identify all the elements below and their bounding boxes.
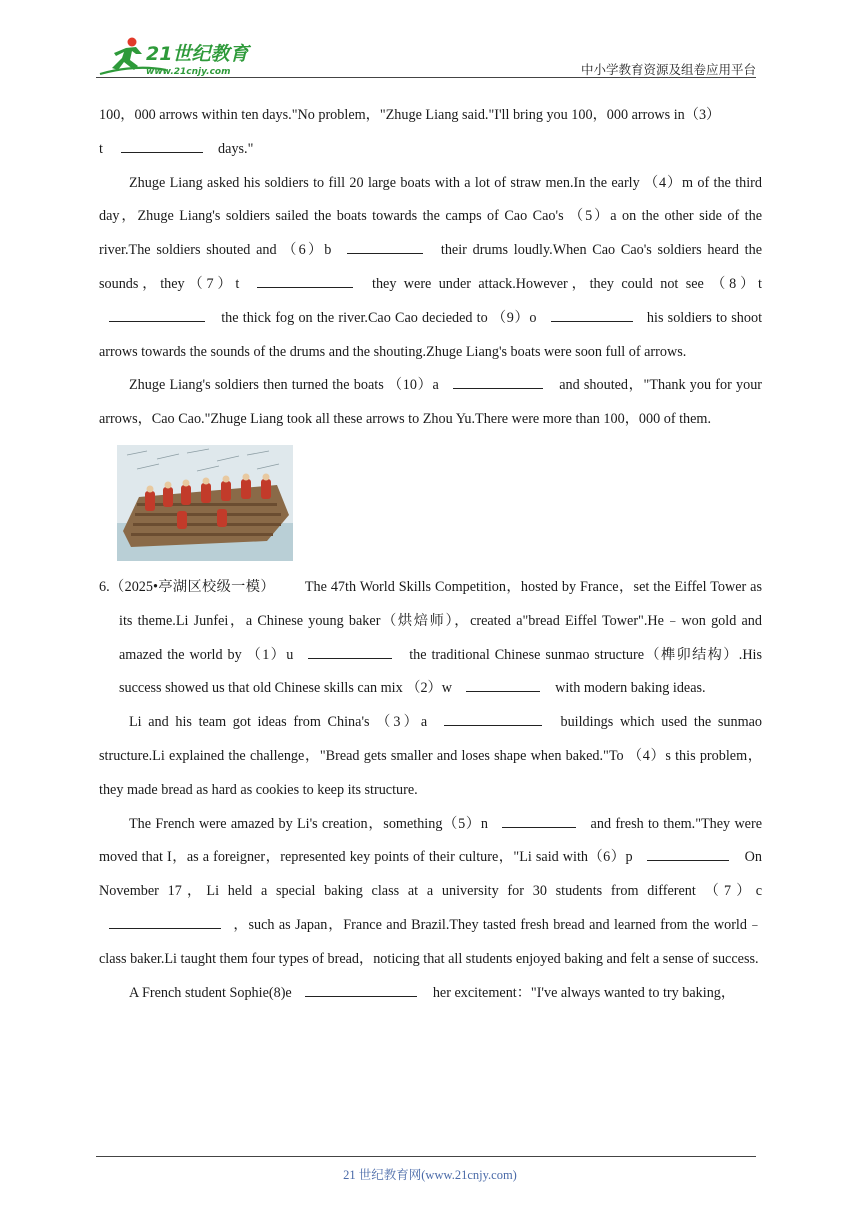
document-body [99,99,762,1010]
blank-9[interactable] [551,307,633,322]
site-logo [96,34,256,80]
q6-blank-6[interactable] [647,846,729,861]
blank-7[interactable] [257,273,353,288]
header-divider [96,77,756,78]
blank-10[interactable] [453,374,543,389]
blank-6[interactable] [347,239,423,254]
q6-blank-8[interactable] [305,982,417,997]
blank-8[interactable] [109,307,205,322]
q6-blank-7[interactable] [109,914,221,929]
q6-blank-1[interactable] [308,644,392,659]
footer-divider [96,1156,756,1157]
question6-paragraph4: A French student Sophie(8)e her excitement："I've always wanted to try baking， [99,977,762,1011]
passage1-paragraph3: Zhuge Liang's soldiers then turned the boats （10）a and shouted，"Thank you for your arrows，Cao Cao."Zhuge Liang took all these arrows to Zhou Yu.There were more than 100，000 of them. [99,369,762,437]
boats-arrows-illustration [117,445,293,561]
passage1-paragraph2: Zhuge Liang asked his soldiers to fill 20 large boats with a lot of straw men.In the early （4）m of the third day，Zhuge Liang's soldiers sailed the boats towards the camps of Cao Cao's （5）a on the other side of the river.The soldiers shouted and （6）b their drums loudly.When Cao Cao's soldiers heard the sounds，they（7）t they were under attack.However，they could not see （8）t the thick fog on the river.Cao Cao decieded to （9）o his soldiers to shoot arrows towards the sounds of the drums and the shouting.Zhuge Liang's boats were soon full of arrows. [99,174,763,360]
question6-paragraph3: The French were amazed by Li's creation，something（5）n and fresh to them."They were moved that I，as a foreigner，represented key points of their culture，"Li said with（6）p On November 17，Li held a special baking class at a university for 30 students from different （7）c ，such as Japan，France and Brazil.They tasted fresh bread and learned from the world﹣class baker.Li taught them four types of bread，noticing that all students enjoyed baking and felt a sense of success. [99,808,762,977]
question-source: （2025•亭湖区校级一模） [109,578,275,595]
logo-text: 21世纪教育 [146,43,249,65]
question-number: 6. [99,578,110,595]
blank-3[interactable] [121,138,203,153]
passage1-paragraph1: 100，000 arrows within ten days."No problem，"Zhuge Liang said."I'll bring you 100，000 arrows in（3） t days." [99,107,721,157]
header-platform-name: 中小学教育资源及组卷应用平台 [580,63,756,77]
question6-paragraph2: Li and his team got ideas from China's （3）a buildings which used the sunmao structure.Li explained the challenge，"Bread gets smaller and loses shape when baked."To （4）s this problem，they made bread as hard as cookies to keep its structure. [99,706,762,807]
question6-paragraph1: 6.（2025•亭湖区校级一模） The 47th World Skills Competition，hosted by France，set the Eiffel Tower as its theme.Li Junfei，a Chinese young baker（烘焙师），created a"bread Eiffel Tower".He﹣won gold and amazed the world by （1）u the traditional Chinese sunmao structure（榫卯结构）.His success showed us that old Chinese skills can mix （2）w with modern baking ideas. [99,578,763,697]
q6-blank-3[interactable] [444,711,542,726]
q6-blank-2[interactable] [466,677,540,692]
q6-blank-5[interactable] [502,813,576,828]
footer-text[interactable]: 21 世纪教育网(www.21cnjy.com) [343,1168,517,1182]
logo-url: www.21cnjy.com [146,67,231,77]
